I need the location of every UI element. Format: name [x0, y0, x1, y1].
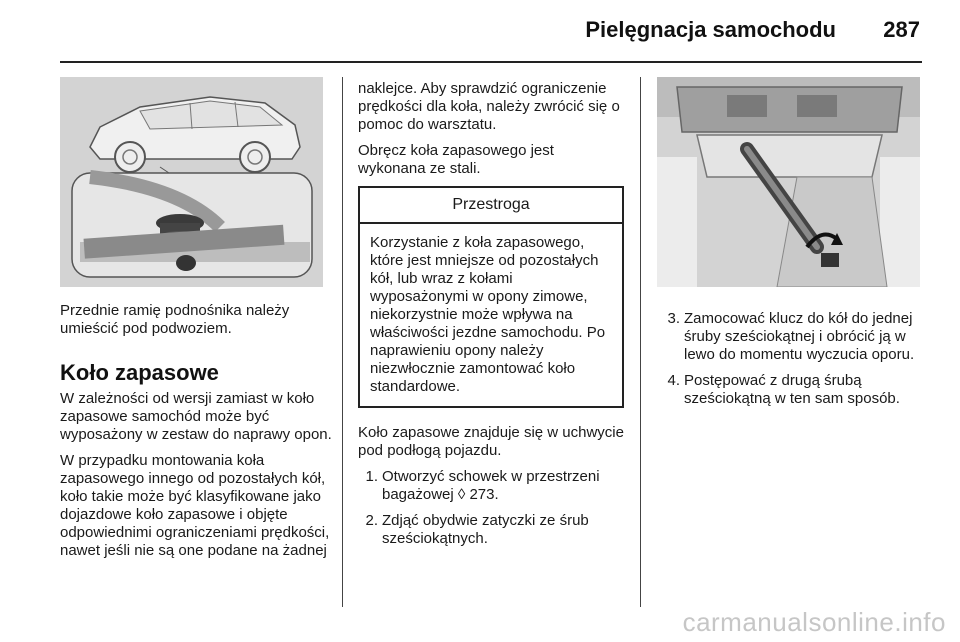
step-number: 2.	[365, 512, 378, 529]
step-text: Zamocować klucz do kół do jednej śruby sześciokątnej i obrócić ją w lewo do momentu wyczucia oporu.	[684, 310, 915, 363]
trunk-wrench-drawing	[657, 77, 920, 287]
left-column	[60, 302, 332, 568]
step-number: 3.	[667, 310, 680, 327]
warning-title: Przestroga	[360, 188, 622, 224]
car-jack-illustration	[60, 77, 323, 287]
header-rule	[60, 61, 922, 63]
step-text: Postępować z drugą śrubą sześciokątną w ten sam sposób.	[684, 372, 900, 407]
steps-list	[660, 310, 922, 408]
page-header-title: Pielęgnacja samochodu	[585, 17, 836, 42]
paragraph: W zależności od wersji zamiast w koło zapasowe samochód może być wyposażony w zestaw do naprawy opon.	[60, 390, 332, 443]
paragraph: naklejce. Aby sprawdzić ograniczenie prędkości dla koła, należy zwrócić się o pomoc do warsztatu.	[358, 80, 620, 133]
step-number: 1.	[365, 468, 378, 485]
watermark: carmanualsonline.info	[682, 607, 946, 637]
middle-column	[358, 80, 624, 556]
page-number: 287	[883, 17, 920, 42]
paragraph: W przypadku montowania koła zapasowego innego od pozostałych kół, koło takie może być klasyfikowane jako dojazdowe koło zapasowe i objęte odpowiednimi ograniczeniami prędkości, nawet jeśli nie są one podane na żadnej	[60, 452, 330, 559]
column-divider-right	[640, 77, 641, 607]
warning-body: Korzystanie z koła zapasowego, które jest mniejsze od pozostałych kół, lub wraz z kołami wyposażonymi w opony zimowe, niekorzystnie może wpływa na właściwości jezdne samochodu. Po naprawieniu opony należy niezwłocznie zamontować koło standardowe.	[370, 234, 606, 395]
paragraph: Obręcz koła zapasowego jest wykonana ze stali.	[358, 142, 554, 177]
list-item	[358, 468, 624, 504]
paragraph: Koło zapasowe znajduje się w uchwycie pod podłogą pojazdu.	[358, 424, 624, 459]
section-title: Koło zapasowe	[60, 360, 219, 385]
step-text: Otworzyć schowek w przestrzeni bagażowej ◊ 273.	[382, 468, 600, 503]
trunk-wrench-illustration	[657, 77, 920, 287]
column-divider-left	[342, 77, 343, 607]
right-column	[660, 304, 922, 416]
step-number: 4.	[667, 372, 680, 389]
warning-box	[358, 186, 624, 408]
list-item	[660, 372, 922, 408]
step-text: Zdjąć obydwie zatyczki ze śrub sześciokątnych.	[382, 512, 589, 547]
steps-list	[358, 468, 624, 548]
car-jack-drawing	[60, 77, 323, 287]
illustration-caption: Przednie ramię podnośnika należy umieścić pod podwoziem.	[60, 302, 290, 337]
list-item	[358, 512, 624, 548]
list-item	[660, 310, 922, 364]
